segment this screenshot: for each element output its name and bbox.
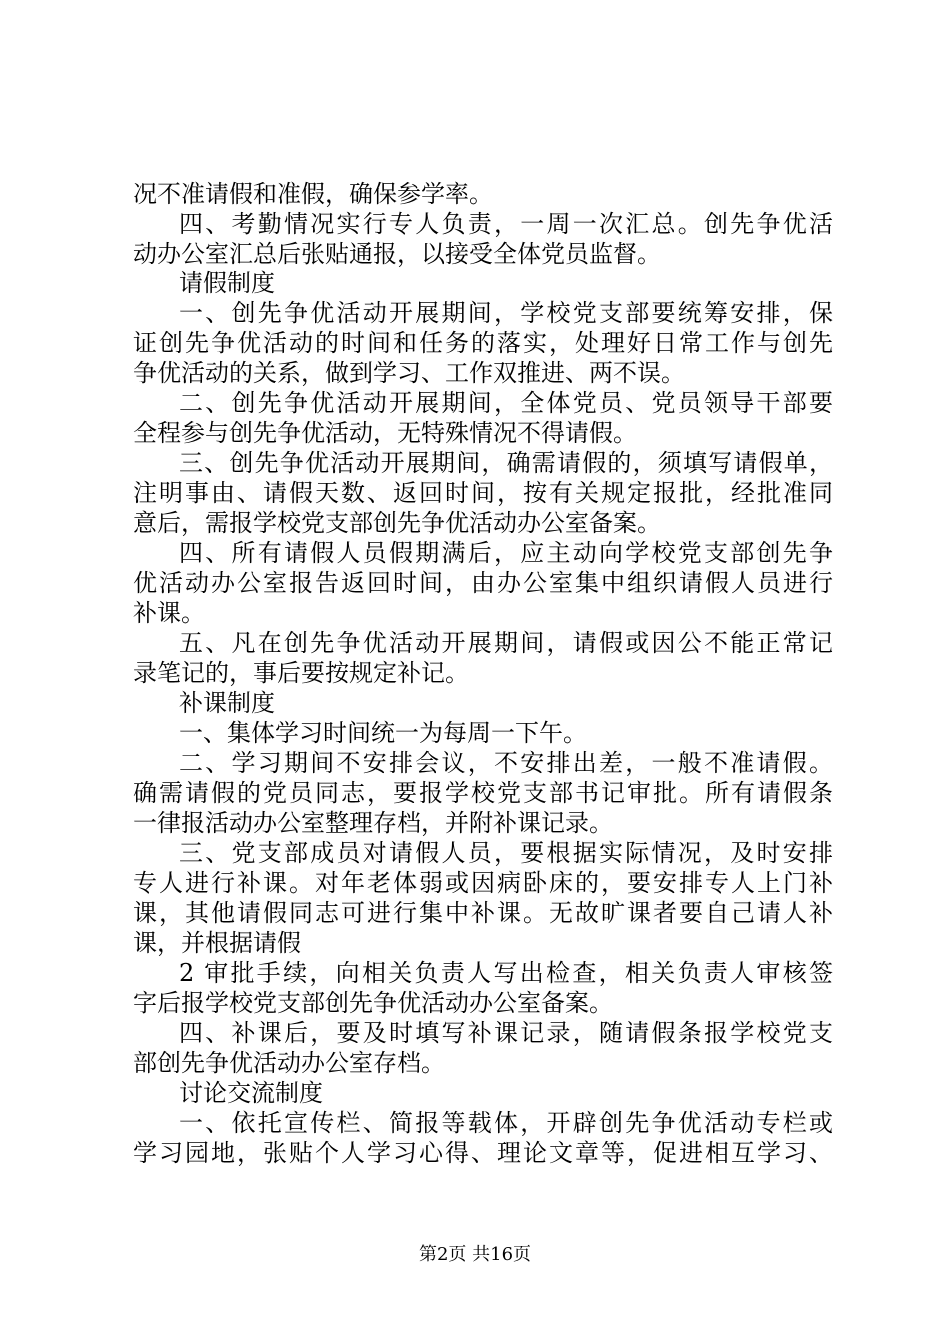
text-line: 四、补课后，要及时填写补课记录，随请假条报学校党支 <box>179 1019 833 1047</box>
text-line: 专人进行补课。对年老体弱或因病卧床的，要安排专人上门补 <box>133 869 833 897</box>
text-line: 录笔记的，事后要按规定补记。 <box>133 659 469 687</box>
text-line: 三、党支部成员对请假人员，要根据实际情况，及时安排 <box>179 839 833 867</box>
text-line: 四、考勤情况实行专人负责，一周一次汇总。创先争优活 <box>179 210 833 238</box>
text-line: 证创先争优活动的时间和任务的落实，处理好日常工作与创先 <box>133 329 833 357</box>
text-line: 优活动办公室报告返回时间，由办公室集中组织请假人员进行 <box>133 569 833 597</box>
text-line: 全程参与创先争优活动，无特殊情况不得请假。 <box>133 419 637 447</box>
text-line: 况不准请假和准假，确保参学率。 <box>133 180 493 208</box>
text-line: 意后，需报学校党支部创先争优活动办公室备案。 <box>133 509 661 537</box>
text-line: 确需请假的党员同志，要报学校党支部书记审批。所有请假条 <box>133 779 833 807</box>
text-line: 二、学习期间不安排会议，不安排出差，一般不准请假。 <box>179 749 833 777</box>
text-line: 部创先争优活动办公室存档。 <box>133 1049 445 1077</box>
text-line: 一律报活动办公室整理存档，并附补课记录。 <box>133 809 613 837</box>
text-line: 二、创先争优活动开展期间，全体党员、党员领导干部要 <box>179 389 833 417</box>
text-line: 一、集体学习时间统一为每周一下午。 <box>179 719 587 747</box>
text-line: 补课。 <box>133 599 205 627</box>
text-line: 四、所有请假人员假期满后，应主动向学校党支部创先争 <box>179 539 833 567</box>
text-line: 一、创先争优活动开展期间，学校党支部要统筹安排，保 <box>179 299 833 327</box>
section-heading: 讨论交流制度 <box>179 1079 323 1107</box>
text-line: 字后报学校党支部创先争优活动办公室备案。 <box>133 989 613 1017</box>
text-line: 五、凡在创先争优活动开展期间，请假或因公不能正常记 <box>179 629 833 657</box>
text-line: 课，其他请假同志可进行集中补课。无故旷课者要自己请人补 <box>133 899 833 927</box>
text-line: 注明事由、请假天数、返回时间，按有关规定报批，经批准同 <box>133 479 833 507</box>
text-line: 课，并根据请假 <box>133 929 301 957</box>
text-line: 动办公室汇总后张贴通报，以接受全体党员监督。 <box>133 240 661 268</box>
text-line: 三、创先争优活动开展期间，确需请假的，须填写请假单， <box>179 449 833 477</box>
text-line: 争优活动的关系，做到学习、工作双推进、两不误。 <box>133 359 685 387</box>
text-line: 学习园地，张贴个人学习心得、理论文章等，促进相互学习、 <box>133 1139 833 1167</box>
section-heading: 补课制度 <box>179 689 275 717</box>
text-line: 2 审批手续，向相关负责人写出检查，相关负责人审核签 <box>179 959 833 987</box>
section-heading: 请假制度 <box>179 269 275 297</box>
page-footer: 第2页 共16页 <box>418 1244 532 1265</box>
text-line: 一、依托宣传栏、简报等载体，开辟创先争优活动专栏或 <box>179 1109 833 1137</box>
